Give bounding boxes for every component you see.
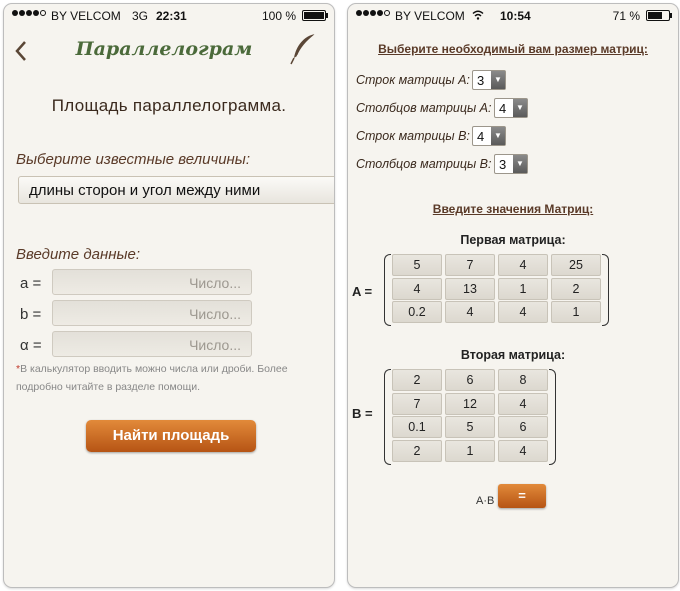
hint-asterisk: *: [16, 363, 21, 375]
matrix-b-title: Вторая матрица:: [460, 348, 566, 362]
matrix-screen: [347, 3, 679, 588]
matrix-a-right-bracket: [602, 254, 609, 326]
matrix-a-cell-0-1[interactable]: 7: [445, 254, 495, 276]
chevron-down-icon: ▼: [491, 71, 505, 89]
cols-a-label: Столбцов матрицы A:: [356, 101, 492, 115]
matrix-b-label: B =: [352, 406, 373, 421]
battery-percent: 100 %: [261, 9, 296, 23]
rows-a-label: Строк матрицы A:: [356, 73, 470, 87]
matrix-b-cell-0-0[interactable]: 2: [392, 369, 442, 391]
matrix-a-left-bracket: [384, 254, 391, 326]
matrix-b-cell-1-1[interactable]: 12: [445, 393, 495, 415]
cols-b-label: Столбцов матрицы B:: [356, 157, 492, 171]
field-alpha-label: α =: [20, 337, 42, 354]
values-heading: Введите значения Матриц:: [432, 202, 594, 216]
matrix-b-cell-2-1[interactable]: 5: [445, 416, 495, 438]
field-a-input[interactable]: Число...: [52, 269, 252, 295]
matrix-a-cell-1-1[interactable]: 13: [445, 278, 495, 300]
matrix-a-cell-2-1[interactable]: 4: [445, 301, 495, 323]
rows-b-value: 4: [477, 129, 485, 144]
carrier-name: BY VELCOM: [395, 9, 465, 23]
matrix-b-cell-3-1[interactable]: 1: [445, 440, 495, 462]
known-values-select[interactable]: длины сторон и угол между ними: [18, 176, 335, 204]
cols-a-select[interactable]: [494, 98, 528, 118]
matrix-a-cell-0-2[interactable]: 4: [498, 254, 548, 276]
input-data-label: Введите данные:: [16, 246, 141, 263]
matrix-b-cell-0-2[interactable]: 8: [498, 369, 548, 391]
matrix-b-cell-1-0[interactable]: 7: [392, 393, 442, 415]
battery-percent: 71 %: [612, 9, 640, 23]
matrix-b-cell-3-2[interactable]: 4: [498, 440, 548, 462]
battery-icon: [646, 10, 670, 21]
matrix-a-cell-1-2[interactable]: 1: [498, 278, 548, 300]
field-alpha-input[interactable]: Число...: [52, 331, 252, 357]
input-hint: [16, 360, 316, 396]
carrier-name: BY VELCOM: [51, 9, 121, 23]
hint-text: В калькулятор вводить можно числа или дроби. Более подробно читайте в разделе помощи.: [16, 363, 288, 393]
matrix-a-cell-2-2[interactable]: 4: [498, 301, 548, 323]
app-title: Параллелограм: [75, 38, 253, 60]
chevron-down-icon: ▼: [513, 99, 527, 117]
status-bar: [4, 4, 334, 26]
clock: 10:54: [500, 9, 531, 23]
chevron-down-icon: ▼: [491, 127, 505, 145]
matrix-a-cell-2-0[interactable]: 0.2: [392, 301, 442, 323]
matrix-b-cell-1-2[interactable]: 4: [498, 393, 548, 415]
page-title: Площадь параллелограмма.: [51, 96, 287, 115]
signal-icon: [356, 10, 391, 20]
chevron-down-icon: ▼: [513, 155, 527, 173]
matrix-a-cell-1-0[interactable]: 4: [392, 278, 442, 300]
signal-icon: [12, 10, 47, 20]
status-bar: [348, 4, 678, 26]
rows-a-select[interactable]: [472, 70, 506, 90]
chevron-left-icon[interactable]: [14, 40, 28, 67]
calculate-button[interactable]: =: [498, 484, 546, 508]
matrix-b-left-bracket: [384, 369, 391, 465]
matrix-a-title: Первая матрица:: [460, 233, 566, 247]
cols-a-value: 4: [499, 101, 507, 116]
known-values-label: Выберите известные величины:: [16, 151, 251, 168]
matrix-a-cell-2-3[interactable]: 1: [551, 301, 601, 323]
network-type: 3G: [132, 9, 149, 23]
field-a-label: a =: [20, 275, 42, 292]
find-area-button[interactable]: Найти площадь: [86, 420, 256, 452]
field-b-input[interactable]: Число...: [52, 300, 252, 326]
size-heading: Выберите необходимый вам размер матриц:: [378, 42, 648, 56]
feather-icon: [288, 32, 318, 66]
parallelogram-screen: [3, 3, 335, 588]
clock: 22:31: [156, 9, 187, 23]
matrix-b-right-bracket: [549, 369, 556, 465]
matrix-b-cell-2-0[interactable]: 0.1: [392, 416, 442, 438]
battery-icon: [302, 10, 326, 21]
matrix-a-cell-0-0[interactable]: 5: [392, 254, 442, 276]
wifi-icon: [472, 10, 484, 20]
field-b-label: b =: [20, 306, 42, 323]
matrix-b-cell-0-1[interactable]: 6: [445, 369, 495, 391]
matrix-a-cell-0-3[interactable]: 25: [551, 254, 601, 276]
cols-b-select[interactable]: [494, 154, 528, 174]
rows-a-value: 3: [477, 73, 485, 88]
cols-b-value: 3: [499, 157, 507, 172]
matrix-a-label: A =: [352, 284, 373, 299]
rows-b-label: Строк матрицы B:: [356, 129, 470, 143]
matrix-a-cell-1-3[interactable]: 2: [551, 278, 601, 300]
matrix-b-cell-3-0[interactable]: 2: [392, 440, 442, 462]
matrix-b-cell-2-2[interactable]: 6: [498, 416, 548, 438]
rows-b-select[interactable]: [472, 126, 506, 146]
operation-label: A·B: [476, 495, 495, 507]
